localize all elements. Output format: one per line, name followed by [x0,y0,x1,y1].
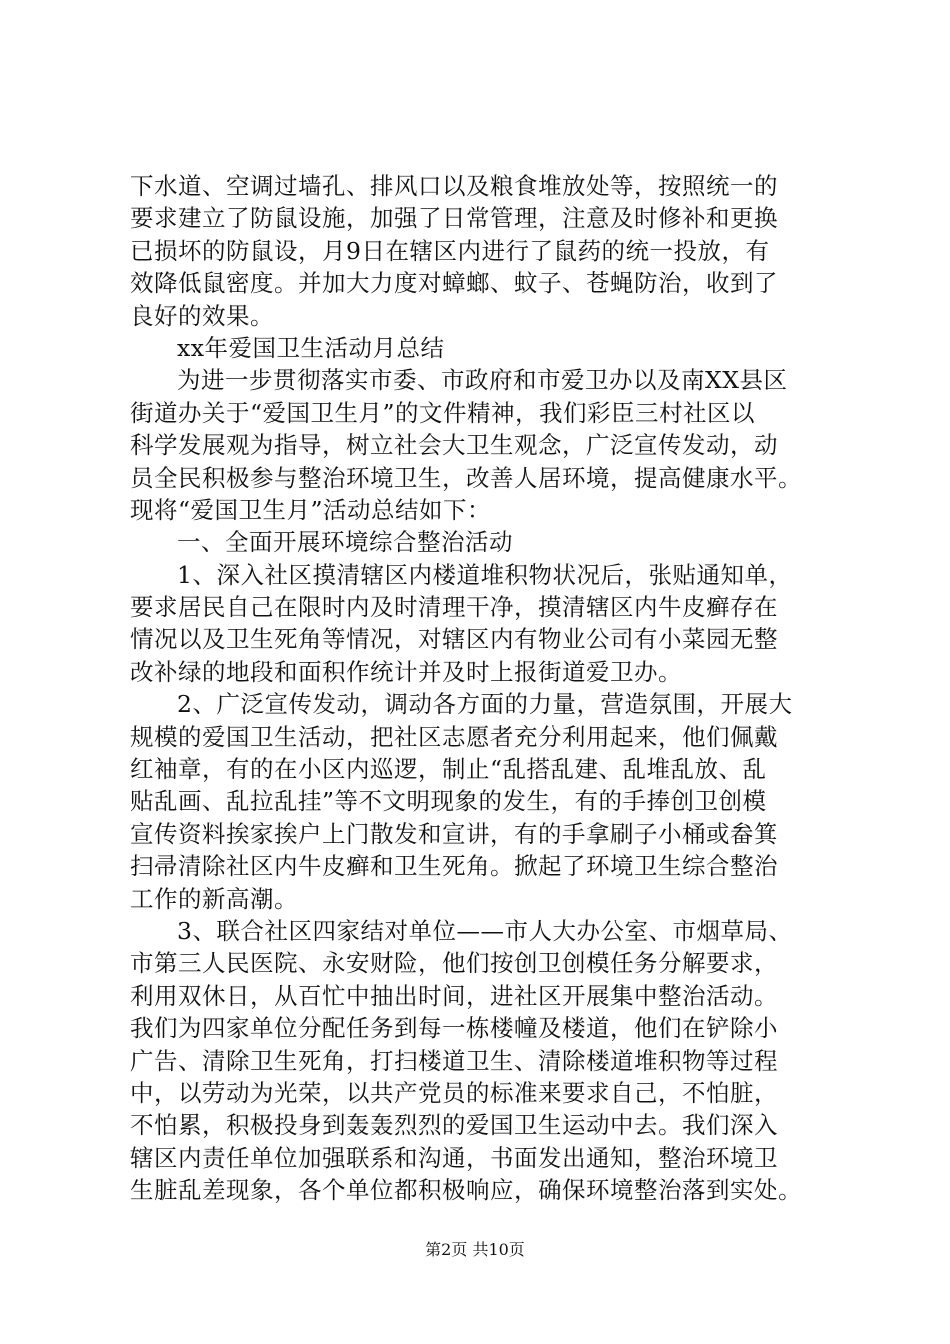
text-line: 利用双休日，从百忙中抽出时间，进社区开展集中整治活动。 [130,981,778,1010]
text-line: 员全民积极参与整治环境卫生，改善人居环境，提高健康水平。 [130,463,802,492]
text-line: 要求建立了防鼠设施，加强了日常管理，注意及时修补和更换 [130,204,778,233]
text-line: 要求居民自己在限时内及时清理干净，摸清辖区内牛皮癣存在 [130,593,778,622]
text-line: 科学发展观为指导，树立社会大卫生观念，广泛宣传发动，动 [130,431,778,460]
text-line: 不怕累，积极投身到轰轰烈烈的爱国卫生运动中去。我们深入 [130,1111,778,1140]
text-line: 下水道、空调过墙孔、排风口以及粮食堆放处等，按照统一的 [130,172,778,200]
text-line: 情况以及卫生死角等情况，对辖区内有物业公司有小菜园无整 [130,625,778,654]
text-line: 已损坏的防鼠设，月9日在辖区内进行了鼠药的统一投放，有 [130,236,770,265]
document-body [130,170,830,1207]
text-line: 为进一步贯彻落实市委、市政府和市爱卫办以及南XX县区 [177,366,788,395]
text-line: 红袖章，有的在小区内巡逻，制止“乱搭乱建、乱堆乱放、乱 [130,755,767,784]
text-line: 生脏乱差现象，各个单位都积极响应，确保环境整治落到实处。 [130,1176,802,1205]
text-line: 贴乱画、乱拉乱挂”等不文明现象的发生，有的手捧创卫创模 [130,787,767,816]
text-line: 宣传资料挨家挨户上门散发和宣讲，有的手拿刷子小桶或畚箕 [130,819,778,848]
text-line: 规模的爱国卫生活动，把社区志愿者充分利用起来，他们佩戴 [130,722,778,751]
text-line: 效降低鼠密度。并加大力度对蟑螂、蚊子、苍蝇防治，收到了 [130,269,778,298]
text-line: 中，以劳动为光荣，以共产党员的标准来要求自己，不怕脏， [130,1078,778,1107]
text-line: 良好的效果。 [130,301,274,330]
page-footer: 第2页 共10页 [425,1240,525,1259]
text-line: 2、广泛宣传发动，调动各方面的力量，营造氛围，开展大 [177,690,793,719]
text-line: 市第三人民医院、永安财险，他们按创卫创模任务分解要求， [130,949,778,978]
text-line: 一、全面开展环境综合整治活动 [177,528,513,557]
text-line: 广告、清除卫生死角，打扫楼道卫生、清除楼道堆积物等过程 [130,1046,778,1075]
text-line: xx年爱国卫生活动月总结 [177,333,445,362]
text-line: 现将“爱国卫生月”活动总结如下： [130,495,492,524]
text-line: 街道办关于“爱国卫生月”的文件精神，我们彩臣三村社区以 [130,398,756,427]
text-line: 我们为四家单位分配任务到每一栋楼幢及楼道，他们在铲除小 [130,1014,778,1043]
text-line: 工作的新高潮。 [130,884,298,913]
text-line: 3、联合社区四家结对单位——市人大办公室、市烟草局、 [177,916,793,945]
text-line: 辖区内责任单位加强联系和沟通，书面发出通知，整治环境卫 [130,1143,778,1172]
text-line: 改补绿的地段和面积作统计并及时上报街道爱卫办。 [130,657,682,686]
text-line: 1、深入社区摸清辖区内楼道堆积物状况后，张贴通知单， [177,560,793,589]
text-line: 扫帚清除社区内牛皮癣和卫生死角。掀起了环境卫生综合整治 [130,852,778,881]
